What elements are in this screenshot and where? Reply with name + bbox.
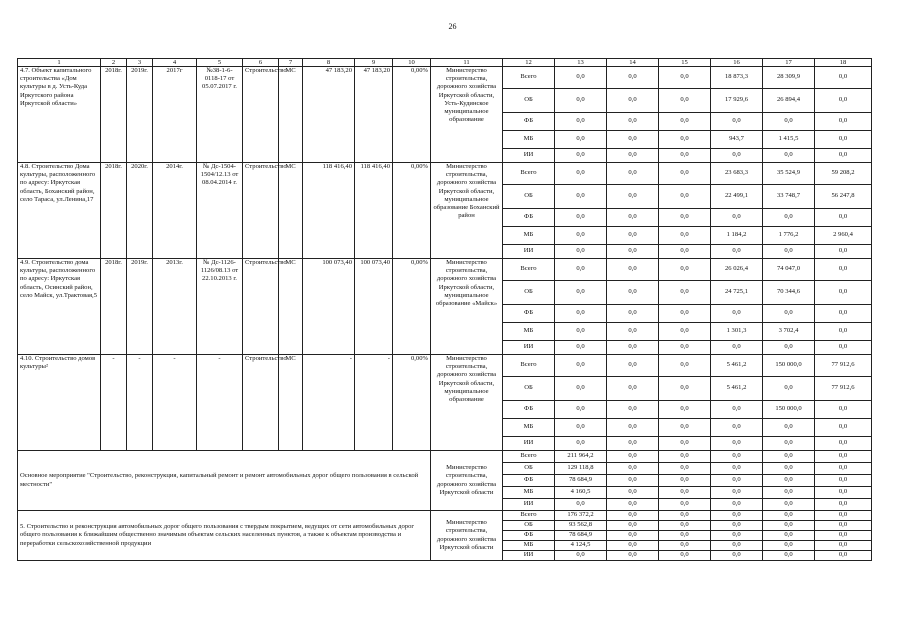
funding-value: 176 372,2	[555, 511, 607, 521]
funding-value: 0,0	[555, 551, 607, 561]
funding-source: ИИ	[503, 149, 555, 163]
funding-value: 0,0	[607, 89, 659, 113]
funding-value: 0,0	[659, 487, 711, 499]
funding-value: 0,0	[711, 551, 763, 561]
funding-source: МБ	[503, 419, 555, 437]
funding-value: 0,0	[659, 475, 711, 487]
funding-value: 1 415,5	[763, 131, 815, 149]
column-number: 4	[153, 59, 197, 67]
funding-value: 0,0	[659, 67, 711, 89]
funding-value: 0,0	[763, 245, 815, 259]
funding-source: ИИ	[503, 437, 555, 451]
funding-source: ОБ	[503, 89, 555, 113]
funding-value: 0,0	[659, 451, 711, 463]
funding-value: 0,0	[607, 67, 659, 89]
responsible-executor: Министерство строительства, дорожного хозяйства Иркутской области, муниципальное образование	[431, 355, 503, 451]
funding-source: ОБ	[503, 463, 555, 475]
funding-value: 0,0	[607, 305, 659, 323]
object-cell-c8: 47 183,20	[303, 67, 355, 163]
funding-value: 0,0	[763, 113, 815, 131]
funding-value: 0,0	[711, 113, 763, 131]
funding-value: 0,0	[711, 531, 763, 541]
funding-value: 0,0	[659, 323, 711, 341]
funding-value: 4 160,5	[555, 487, 607, 499]
funding-value: 0,0	[555, 259, 607, 281]
funding-value: 17 929,6	[711, 89, 763, 113]
column-number: 1	[18, 59, 101, 67]
funding-value: 0,0	[763, 377, 815, 401]
funding-value: 0,0	[711, 521, 763, 531]
funding-value: 0,0	[659, 419, 711, 437]
object-cell-c8: 100 073,40	[303, 259, 355, 355]
funding-value: 0,0	[815, 67, 872, 89]
funding-value: 26 026,4	[711, 259, 763, 281]
funding-value: 0,0	[711, 209, 763, 227]
funding-value: 0,0	[763, 305, 815, 323]
funding-value: 0,0	[815, 437, 872, 451]
object-cell-c9: -	[355, 355, 393, 451]
object-cell-c8: 118 416,40	[303, 163, 355, 259]
funding-value: 0,0	[763, 451, 815, 463]
funding-source: Всего	[503, 511, 555, 521]
object-cell-c2: 2018г.	[101, 163, 127, 259]
object-cell-c3: 2019г.	[127, 259, 153, 355]
funding-value: 0,0	[607, 245, 659, 259]
column-number: 16	[711, 59, 763, 67]
funding-value: 0,0	[659, 305, 711, 323]
funding-value: 0,0	[815, 149, 872, 163]
funding-value: 0,0	[763, 541, 815, 551]
funding-value: 78 684,9	[555, 531, 607, 541]
funding-value: 0,0	[763, 475, 815, 487]
funding-value: 74 047,0	[763, 259, 815, 281]
funding-value: 0,0	[607, 487, 659, 499]
funding-value: 0,0	[815, 499, 872, 511]
column-number: 5	[197, 59, 243, 67]
funding-value: 0,0	[659, 281, 711, 305]
column-number: 8	[303, 59, 355, 67]
funding-value: 0,0	[555, 281, 607, 305]
funding-value: 0,0	[659, 149, 711, 163]
funding-value: 77 912,6	[815, 377, 872, 401]
funding-value: 0,0	[555, 131, 607, 149]
object-name: 4.8. Строительство Дома культуры, расположенного по адресу: Иркутская область, Боханский район, село Тараса, ул.Ленина,17	[18, 163, 101, 259]
object-cell-c8: -	[303, 355, 355, 451]
funding-source: Всего	[503, 451, 555, 463]
funding-value: 0,0	[555, 499, 607, 511]
funding-value: 0,0	[815, 487, 872, 499]
table-row	[18, 511, 872, 521]
column-number: 6	[243, 59, 279, 67]
object-cell-c3: -	[127, 355, 153, 451]
funding-value: 0,0	[763, 419, 815, 437]
funding-value: 0,0	[607, 341, 659, 355]
object-cell-c7: МС	[279, 67, 303, 163]
funding-value: 5 461,2	[711, 377, 763, 401]
funding-value: 33 748,7	[763, 185, 815, 209]
funding-value: 59 208,2	[815, 163, 872, 185]
funding-source: МБ	[503, 131, 555, 149]
funding-value: 0,0	[607, 475, 659, 487]
object-name: 4.7. Объект капитального строительства «Дом культуры в д. Усть-Куда Иркутского района Иркутской области»	[18, 67, 101, 163]
funding-value: 0,0	[555, 113, 607, 131]
funding-value: 0,0	[763, 341, 815, 355]
funding-value: 0,0	[763, 149, 815, 163]
funding-value: 0,0	[659, 355, 711, 377]
funding-value: 0,0	[711, 419, 763, 437]
responsible-executor: Министерство строительства, дорожного хозяйства Иркутской области	[431, 511, 503, 561]
funding-value: 211 964,2	[555, 451, 607, 463]
funding-source: Всего	[503, 163, 555, 185]
funding-value: 0,0	[607, 323, 659, 341]
funding-value: 0,0	[815, 419, 872, 437]
funding-value: 129 118,8	[555, 463, 607, 475]
funding-value: 1 776,2	[763, 227, 815, 245]
object-cell-c4: 2014г.	[153, 163, 197, 259]
funding-source: МБ	[503, 487, 555, 499]
funding-source: ИИ	[503, 245, 555, 259]
funding-value: 0,0	[555, 245, 607, 259]
funding-value: 0,0	[555, 323, 607, 341]
funding-value: 0,0	[607, 113, 659, 131]
table-row	[18, 163, 872, 185]
funding-value: 0,0	[763, 463, 815, 475]
funding-value: 0,0	[607, 185, 659, 209]
funding-value: 0,0	[607, 499, 659, 511]
funding-value: 0,0	[763, 487, 815, 499]
funding-source: Всего	[503, 355, 555, 377]
funding-value: 22 499,1	[711, 185, 763, 209]
funding-value: 78 684,9	[555, 475, 607, 487]
funding-source: ОБ	[503, 281, 555, 305]
funding-value: 0,0	[659, 131, 711, 149]
funding-source: ИИ	[503, 341, 555, 355]
responsible-executor: Министерство строительства, дорожного хозяйства Иркутской области, Усть-Кудинское муниципальное образование	[431, 67, 503, 163]
funding-value: 0,0	[815, 541, 872, 551]
object-cell-c6: Строительство	[243, 67, 279, 163]
funding-value: 0,0	[815, 131, 872, 149]
table-row	[18, 67, 872, 89]
funding-value: 0,0	[607, 531, 659, 541]
funding-value: 0,0	[659, 511, 711, 521]
funding-value: 0,0	[607, 463, 659, 475]
responsible-executor: Министерство строительства, дорожного хозяйства Иркутской области	[431, 451, 503, 511]
funding-value: 0,0	[815, 323, 872, 341]
object-cell-c6: Строительство	[243, 355, 279, 451]
object-cell-c7: МС	[279, 163, 303, 259]
responsible-executor: Министерство строительства, дорожного хозяйства Иркутской области, муниципальное образование Боханский район	[431, 163, 503, 259]
funding-value: 0,0	[659, 89, 711, 113]
funding-value: 0,0	[711, 499, 763, 511]
object-cell-c2: -	[101, 355, 127, 451]
funding-value: 0,0	[607, 163, 659, 185]
funding-value: 0,0	[815, 259, 872, 281]
funding-value: 0,0	[815, 551, 872, 561]
funding-value: 4 124,5	[555, 541, 607, 551]
funding-value: 0,0	[555, 227, 607, 245]
object-cell-c5: № Дс-1504-1504/12.13 от 08.04.2014 г.	[197, 163, 243, 259]
funding-source: ОБ	[503, 377, 555, 401]
object-cell-c9: 47 183,20	[355, 67, 393, 163]
funding-value: 0,0	[607, 259, 659, 281]
funding-source: ОБ	[503, 521, 555, 531]
funding-value: 0,0	[815, 463, 872, 475]
funding-value: 0,0	[815, 531, 872, 541]
funding-source: МБ	[503, 323, 555, 341]
funding-value: 0,0	[711, 149, 763, 163]
column-number: 10	[393, 59, 431, 67]
funding-value: 0,0	[607, 209, 659, 227]
column-number: 3	[127, 59, 153, 67]
object-cell-c5: №38-1-6-0118-17 от 05.07.2017 г.	[197, 67, 243, 163]
funding-value: 0,0	[659, 463, 711, 475]
funding-value: 70 344,6	[763, 281, 815, 305]
funding-value: 0,0	[555, 209, 607, 227]
funding-value: 0,0	[659, 499, 711, 511]
funding-value: 150 000,0	[763, 401, 815, 419]
funding-value: 5 461,2	[711, 355, 763, 377]
funding-value: 0,0	[555, 163, 607, 185]
funding-value: 0,0	[607, 401, 659, 419]
funding-value: 0,0	[711, 511, 763, 521]
object-cell-c5: -	[197, 355, 243, 451]
funding-value: 150 000,0	[763, 355, 815, 377]
column-number-row	[18, 59, 872, 67]
object-cell-c4: 2013г.	[153, 259, 197, 355]
funding-source: ФБ	[503, 401, 555, 419]
funding-source: ИИ	[503, 499, 555, 511]
funding-value: 0,0	[555, 149, 607, 163]
object-cell-c10: 0,00%	[393, 259, 431, 355]
funding-value: 0,0	[659, 227, 711, 245]
object-cell-c10: 0,00%	[393, 163, 431, 259]
funding-value: 0,0	[659, 245, 711, 259]
funding-value: 3 702,4	[763, 323, 815, 341]
funding-value: 0,0	[711, 305, 763, 323]
funding-value: 0,0	[815, 401, 872, 419]
column-number: 12	[503, 59, 555, 67]
funding-value: 0,0	[555, 67, 607, 89]
funding-value: 0,0	[815, 113, 872, 131]
column-number: 2	[101, 59, 127, 67]
funding-value: 0,0	[555, 419, 607, 437]
funding-value: 0,0	[815, 209, 872, 227]
object-cell-c7: МС	[279, 259, 303, 355]
measure-name: 5. Строительство и реконструкция автомобильных дорог общего пользования с твердым покрытием, ведущих от сети автомобильных дорог общего пользования к ближайшим общественно значимым объектам сельских населенных пунктов, а также к объектам производства и переработки сельскохозяйственной продукции	[18, 511, 431, 561]
object-cell-c3: 2019г.	[127, 67, 153, 163]
funding-value: 24 725,1	[711, 281, 763, 305]
funding-source: ФБ	[503, 531, 555, 541]
funding-value: 93 562,8	[555, 521, 607, 531]
funding-value: 0,0	[763, 209, 815, 227]
funding-value: 35 524,9	[763, 163, 815, 185]
object-cell-c9: 118 416,40	[355, 163, 393, 259]
funding-value: 0,0	[711, 475, 763, 487]
object-name: 4.9. Строительство дома культуры, расположенного по адресу: Иркутская область, Осинский район, село Майск, ул.Трактовая,5	[18, 259, 101, 355]
funding-value: 56 247,8	[815, 185, 872, 209]
funding-value: 0,0	[815, 245, 872, 259]
column-number: 14	[607, 59, 659, 67]
funding-value: 28 309,9	[763, 67, 815, 89]
funding-value: 77 912,6	[815, 355, 872, 377]
funding-value: 943,7	[711, 131, 763, 149]
funding-value: 0,0	[659, 377, 711, 401]
funding-value: 0,0	[555, 377, 607, 401]
funding-value: 0,0	[711, 401, 763, 419]
object-cell-c7: МС	[279, 355, 303, 451]
object-cell-c2: 2018г.	[101, 67, 127, 163]
funding-value: 0,0	[763, 531, 815, 541]
funding-value: 0,0	[607, 437, 659, 451]
funding-value: 0,0	[555, 355, 607, 377]
funding-value: 0,0	[555, 89, 607, 113]
funding-value: 0,0	[815, 511, 872, 521]
funding-value: 23 683,3	[711, 163, 763, 185]
funding-value: 0,0	[711, 487, 763, 499]
program-table	[17, 58, 872, 561]
funding-value: 0,0	[711, 245, 763, 259]
funding-value: 0,0	[607, 451, 659, 463]
funding-value: 0,0	[607, 551, 659, 561]
funding-value: 0,0	[555, 305, 607, 323]
object-name: 4.10. Строительство домов культуры²	[18, 355, 101, 451]
funding-value: 2 960,4	[815, 227, 872, 245]
object-cell-c4: -	[153, 355, 197, 451]
funding-value: 0,0	[763, 521, 815, 531]
funding-value: 0,0	[555, 401, 607, 419]
funding-source: МБ	[503, 541, 555, 551]
funding-value: 0,0	[659, 541, 711, 551]
column-number: 18	[815, 59, 872, 67]
table-row	[18, 259, 872, 281]
funding-value: 0,0	[763, 551, 815, 561]
funding-value: 0,0	[659, 521, 711, 531]
funding-source: Всего	[503, 259, 555, 281]
column-number: 13	[555, 59, 607, 67]
object-cell-c6: Строительство	[243, 259, 279, 355]
column-number: 7	[279, 59, 303, 67]
funding-value: 1 301,3	[711, 323, 763, 341]
table-row	[18, 451, 872, 463]
column-number: 11	[431, 59, 503, 67]
funding-source: ФБ	[503, 475, 555, 487]
funding-value: 0,0	[607, 419, 659, 437]
funding-value: 26 894,4	[763, 89, 815, 113]
funding-source: Всего	[503, 67, 555, 89]
funding-source: ФБ	[503, 113, 555, 131]
object-cell-c10: 0,00%	[393, 355, 431, 451]
funding-value: 0,0	[607, 131, 659, 149]
funding-value: 0,0	[711, 463, 763, 475]
funding-value: 0,0	[607, 521, 659, 531]
funding-value: 0,0	[555, 185, 607, 209]
object-cell-c9: 100 073,40	[355, 259, 393, 355]
funding-value: 0,0	[607, 281, 659, 305]
funding-value: 0,0	[659, 531, 711, 541]
funding-value: 0,0	[607, 511, 659, 521]
funding-value: 0,0	[711, 437, 763, 451]
page-number: 26	[448, 22, 457, 31]
funding-value: 0,0	[659, 437, 711, 451]
measure-name: Основное мероприятие "Строительство, реконструкция, капитальный ремонт и ремонт автомобильных дорог общего пользования в сельской местности"	[18, 451, 431, 511]
funding-value: 0,0	[659, 113, 711, 131]
funding-value: 0,0	[659, 551, 711, 561]
funding-value: 0,0	[555, 341, 607, 355]
funding-source: ОБ	[503, 185, 555, 209]
funding-value: 0,0	[555, 437, 607, 451]
funding-value: 0,0	[815, 89, 872, 113]
funding-value: 0,0	[815, 341, 872, 355]
funding-value: 0,0	[815, 281, 872, 305]
funding-value: 0,0	[711, 341, 763, 355]
funding-value: 0,0	[763, 499, 815, 511]
column-number: 15	[659, 59, 711, 67]
object-cell-c3: 2020г.	[127, 163, 153, 259]
funding-value: 0,0	[815, 451, 872, 463]
funding-source: ФБ	[503, 209, 555, 227]
funding-source: МБ	[503, 227, 555, 245]
funding-value: 0,0	[659, 341, 711, 355]
funding-value: 0,0	[607, 377, 659, 401]
funding-value: 0,0	[607, 227, 659, 245]
funding-value: 0,0	[763, 437, 815, 451]
funding-value: 18 873,3	[711, 67, 763, 89]
responsible-executor: Министерство строительства, дорожного хозяйства Иркутской области, муниципальное образование «Майск»	[431, 259, 503, 355]
funding-value: 0,0	[711, 451, 763, 463]
funding-value: 0,0	[815, 521, 872, 531]
funding-value: 0,0	[659, 209, 711, 227]
funding-source: ФБ	[503, 305, 555, 323]
funding-value: 0,0	[607, 541, 659, 551]
object-cell-c2: 2018г.	[101, 259, 127, 355]
funding-value: 0,0	[659, 259, 711, 281]
funding-value: 0,0	[815, 305, 872, 323]
object-cell-c6: Строительство	[243, 163, 279, 259]
funding-source: ИИ	[503, 551, 555, 561]
funding-value: 0,0	[607, 355, 659, 377]
funding-value: 0,0	[763, 511, 815, 521]
table-row	[18, 355, 872, 377]
funding-value: 0,0	[607, 149, 659, 163]
column-number: 17	[763, 59, 815, 67]
object-cell-c4: 2017г	[153, 67, 197, 163]
column-number: 9	[355, 59, 393, 67]
funding-value: 0,0	[659, 163, 711, 185]
object-cell-c5: № Дс-1126-1126/08.13 от 22.10.2013 г.	[197, 259, 243, 355]
funding-value: 0,0	[659, 401, 711, 419]
funding-value: 0,0	[815, 475, 872, 487]
funding-value: 0,0	[711, 541, 763, 551]
funding-value: 1 184,2	[711, 227, 763, 245]
funding-value: 0,0	[659, 185, 711, 209]
object-cell-c10: 0,00%	[393, 67, 431, 163]
